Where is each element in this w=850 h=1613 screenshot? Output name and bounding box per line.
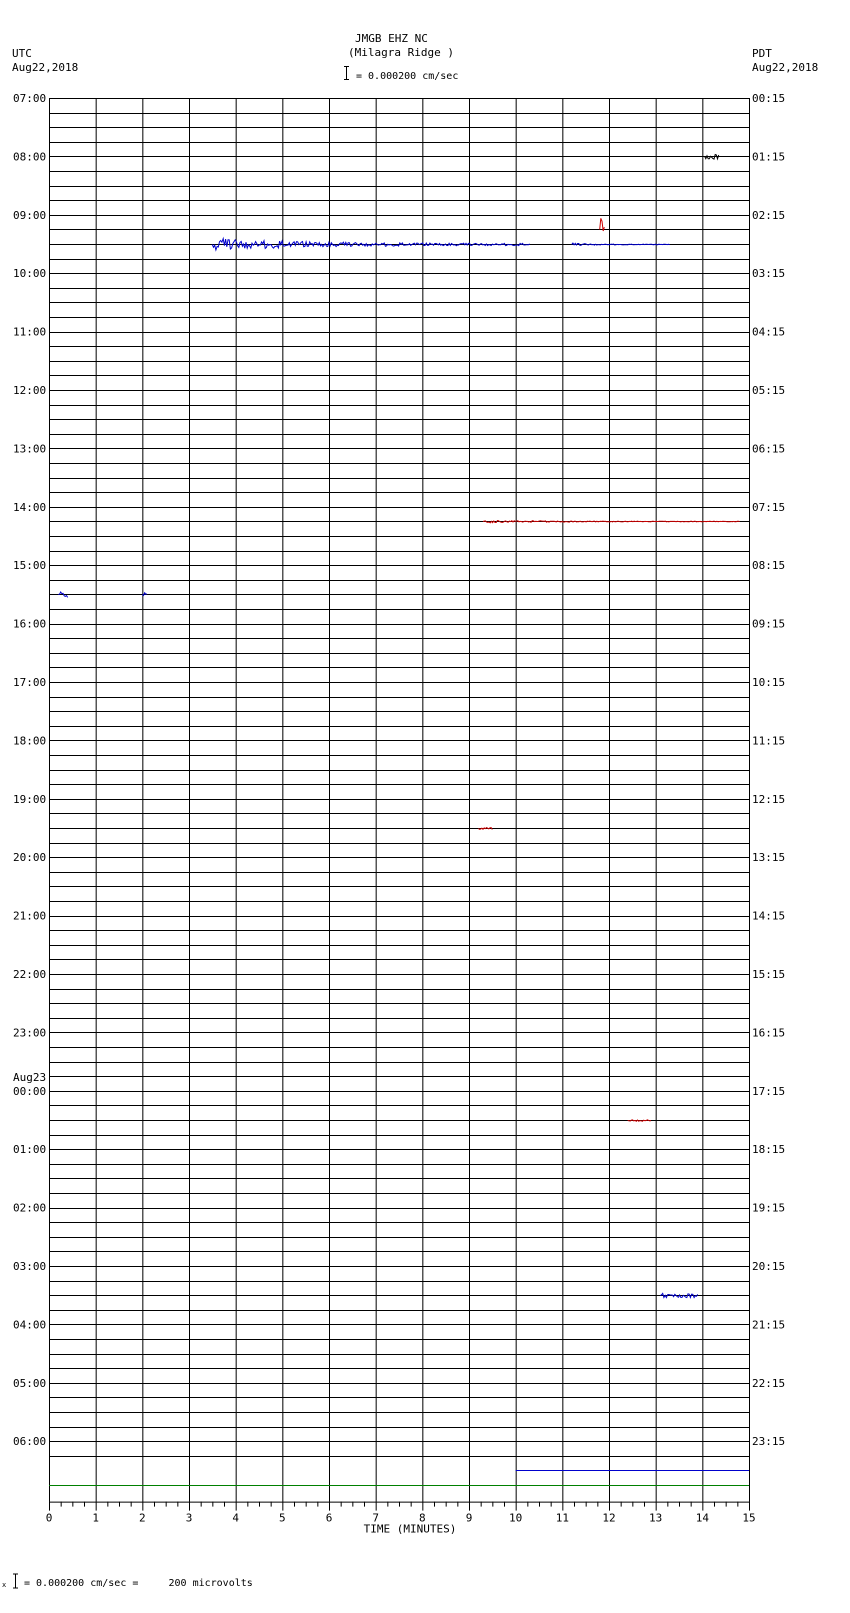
right-date: Aug22,2018 [752, 61, 819, 74]
left-time-label: 04:00 [13, 1318, 47, 1332]
right-time-label: 01:15 [752, 150, 786, 164]
x-tick-label: 5 [279, 1511, 286, 1525]
scale-label: = 0.000200 cm/sec [356, 71, 459, 82]
x-tick-label: 1 [92, 1511, 99, 1525]
right-time-label: 10:15 [752, 676, 786, 689]
left-time-label: 17:00 [13, 676, 47, 689]
left-date: Aug22,2018 [12, 61, 79, 74]
right-time-label: 12:15 [752, 792, 786, 806]
left-time-label: 02:00 [13, 1201, 47, 1215]
right-time-label: 02:15 [752, 208, 786, 222]
footer-scale-icon [2, 1573, 20, 1589]
right-timezone: PDT [752, 47, 772, 60]
seismic-event [705, 155, 719, 160]
site-name: (Milagra Ridge ) [348, 46, 454, 59]
left-time-label: 14:00 [13, 500, 47, 514]
right-time-label: 15:15 [752, 968, 786, 981]
x-axis-label: TIME (MINUTES) [363, 1522, 457, 1536]
right-time-label: 18:15 [752, 1143, 786, 1157]
right-time-label: 00:15 [752, 92, 786, 105]
left-timezone: UTC [12, 47, 32, 60]
x-tick-label: 3 [185, 1511, 193, 1525]
x-tick-label: 12 [602, 1511, 616, 1525]
right-time-label: 19:15 [752, 1201, 786, 1215]
seismic-event [572, 243, 670, 245]
x-tick-label: 6 [325, 1511, 333, 1525]
right-time-label: 14:15 [752, 909, 786, 923]
right-time-label: 11:15 [752, 734, 786, 748]
left-time-label: 03:00 [13, 1260, 47, 1273]
left-time-label: 09:00 [13, 208, 47, 222]
left-time-label: 10:00 [13, 267, 47, 281]
x-tick-label: 11 [555, 1511, 569, 1525]
left-date-label: Aug23 [13, 1070, 47, 1084]
x-tick-label: 4 [232, 1511, 239, 1525]
left-time-label: 23:00 [13, 1026, 47, 1040]
svg-text:x: x [2, 1581, 7, 1589]
right-time-label: 04:15 [752, 325, 786, 339]
x-tick-label: 14 [695, 1511, 709, 1525]
left-time-label: 21:00 [13, 909, 47, 923]
left-time-label: 11:00 [13, 325, 47, 339]
left-time-label: 16:00 [13, 617, 47, 631]
right-time-label: 09:15 [752, 617, 786, 631]
seismic-event [483, 521, 740, 523]
left-time-label: 08:00 [13, 150, 47, 164]
right-time-label: 05:15 [752, 384, 786, 397]
right-time-label: 20:15 [752, 1260, 786, 1273]
x-tick-label: 9 [465, 1511, 473, 1525]
left-time-label: 13:00 [13, 442, 47, 456]
left-time-label: 06:00 [13, 1435, 47, 1449]
right-time-label: 22:15 [752, 1376, 786, 1390]
right-time-label: 16:15 [752, 1026, 786, 1040]
left-time-label: 12:00 [13, 384, 47, 397]
left-time-label: 19:00 [13, 792, 47, 806]
left-time-label: 15:00 [13, 559, 47, 573]
right-time-label: 07:15 [752, 500, 786, 514]
station-title: JMGB EHZ NC [355, 32, 428, 45]
left-time-label: 00:00 [13, 1084, 47, 1098]
left-time-label: 07:00 [13, 92, 47, 105]
left-time-label: 22:00 [13, 968, 47, 981]
x-tick-label: 10 [509, 1511, 523, 1525]
x-tick-label: 13 [649, 1511, 663, 1525]
right-time-label: 08:15 [752, 559, 786, 573]
right-time-label: 23:15 [752, 1435, 786, 1449]
left-time-label: 01:00 [13, 1143, 47, 1157]
right-time-label: 06:15 [752, 442, 786, 456]
x-tick-label: 15 [742, 1511, 756, 1525]
right-time-label: 21:15 [752, 1318, 786, 1332]
footer-scale-label: = 0.000200 cm/sec = 200 microvolts [24, 1578, 253, 1589]
x-tick-label: 0 [45, 1511, 53, 1525]
x-tick-label: 8 [419, 1511, 426, 1525]
left-time-label: 05:00 [13, 1376, 47, 1390]
left-time-label: 20:00 [13, 851, 47, 865]
x-tick-label: 2 [139, 1511, 146, 1525]
right-time-label: 13:15 [752, 851, 786, 865]
left-time-label: 18:00 [13, 734, 47, 748]
right-time-label: 17:15 [752, 1084, 786, 1098]
x-tick-label: 7 [372, 1511, 379, 1525]
right-time-label: 03:15 [752, 267, 786, 281]
